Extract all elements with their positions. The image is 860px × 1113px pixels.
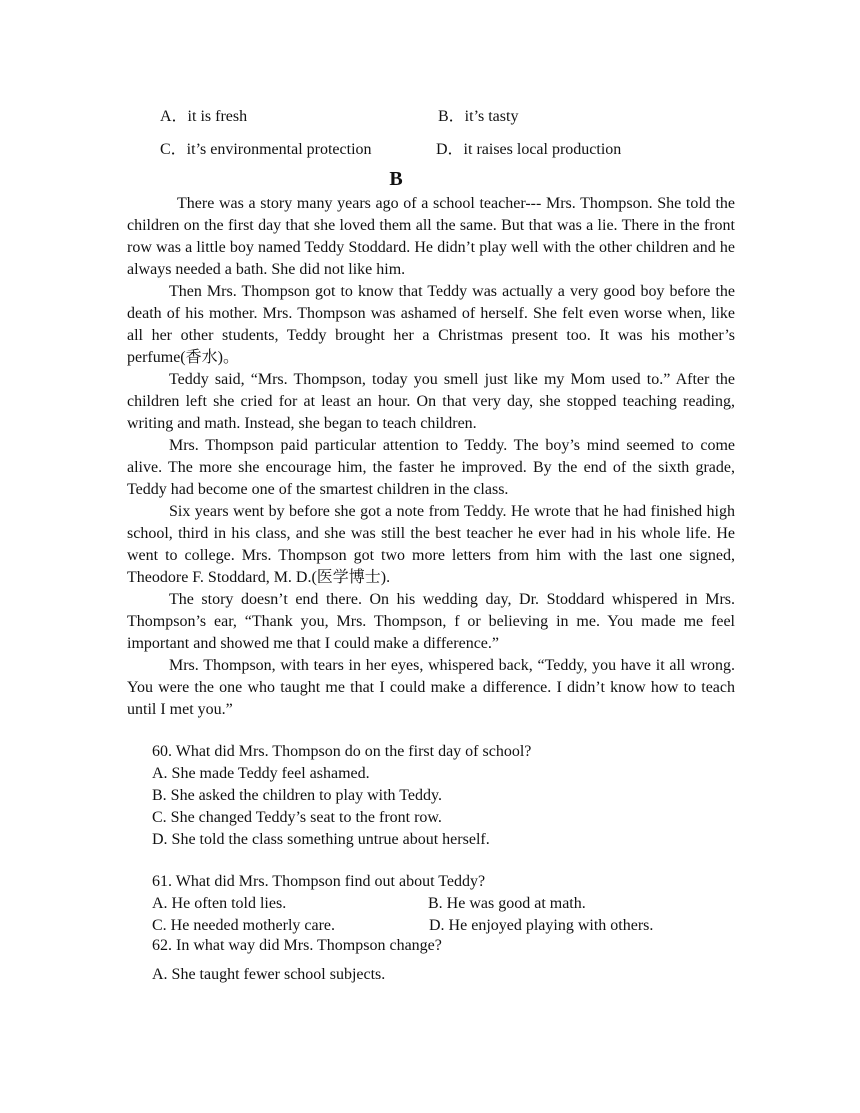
question-60-text: 60. What did Mrs. Thompson do on the first day of school? [152,743,532,760]
question-60-option-c: C. She changed Teddy’s seat to the front row. [152,809,442,826]
question-61-option-a: A. He often told lies. [152,895,287,912]
question-61-option-c: C. He needed motherly care. [152,917,336,934]
paragraph-7: Mrs. Thompson, with tears in her eyes, whispered back, “Teddy, you have it all wrong. You were the one who taught me that I could make a difference. I didn’t know how to teach until I met you.” [127,657,735,718]
question-62-option-a: A. She taught fewer school subjects. [152,966,386,983]
question-62-text: 62. In what way did Mrs. Thompson change? [152,937,442,954]
question-60-option-d: D. She told the class something untrue about herself. [152,831,490,848]
paragraph-6: The story doesn’t end there. On his wedding day, Dr. Stoddard whispered in Mrs. Thompson’s ear, “Thank you, Mrs. Thompson, f or believing in me. You made me feel important and showed me that I could make a difference.” [127,591,735,652]
paragraph-5: Six years went by before she got a note from Teddy. He wrote that he had finished high school, third in his class, and she was still the best teacher he ever had in his whole life. He went to college. Mrs. Thompson got two more letters from him with the last one signed, Theodore F. Stoddard, M. D.(医学博士). [127,503,735,586]
question-61-option-b: B. He was good at math. [428,895,586,912]
question-61-text: 61. What did Mrs. Thompson find out about Teddy? [152,873,486,890]
question-60-option-a: A. She made Teddy feel ashamed. [152,765,370,782]
paragraph-1: There was a story many years ago of a school teacher--- Mrs. Thompson. She told the children on the first day that she loved them all the same. But that was a lie. There in the front row was a little boy named Teddy Stoddard. He didn’t play well with the other children and he always needed a bath. She did not like him. [127,195,735,278]
paragraph-4: Mrs. Thompson paid particular attention to Teddy. The boy’s mind seemed to come alive. The more she encourage him, the faster he improved. By the end of the sixth grade, Teddy had become one of the smartest children in the class. [127,437,735,498]
option-b: B．it’s tasty [438,108,519,125]
option-c: C．it’s environmental protection [160,141,372,158]
paragraph-3: Teddy said, “Mrs. Thompson, today you smell just like my Mom used to.” After the children left she cried for at least an hour. On that very day, she stopped teaching reading, writing and math. Instead, she began to teach children. [127,371,735,432]
question-61-option-d: D. He enjoyed playing with others. [429,917,654,934]
option-d: D．it raises local production [436,141,622,158]
option-a: A．it is fresh [160,108,248,125]
paragraph-2: Then Mrs. Thompson got to know that Teddy was actually a very good boy before the death of his mother. Mrs. Thompson was ashamed of herself. She felt even worse when, like all her other students, Teddy brought her a Christmas present too. It was his mother’s perfume(香水)。 [127,283,735,366]
question-60 [152,741,531,851]
passage [127,193,735,721]
question-60-option-b: B. She asked the children to play with Teddy. [152,787,442,804]
section-title: B [389,168,403,190]
